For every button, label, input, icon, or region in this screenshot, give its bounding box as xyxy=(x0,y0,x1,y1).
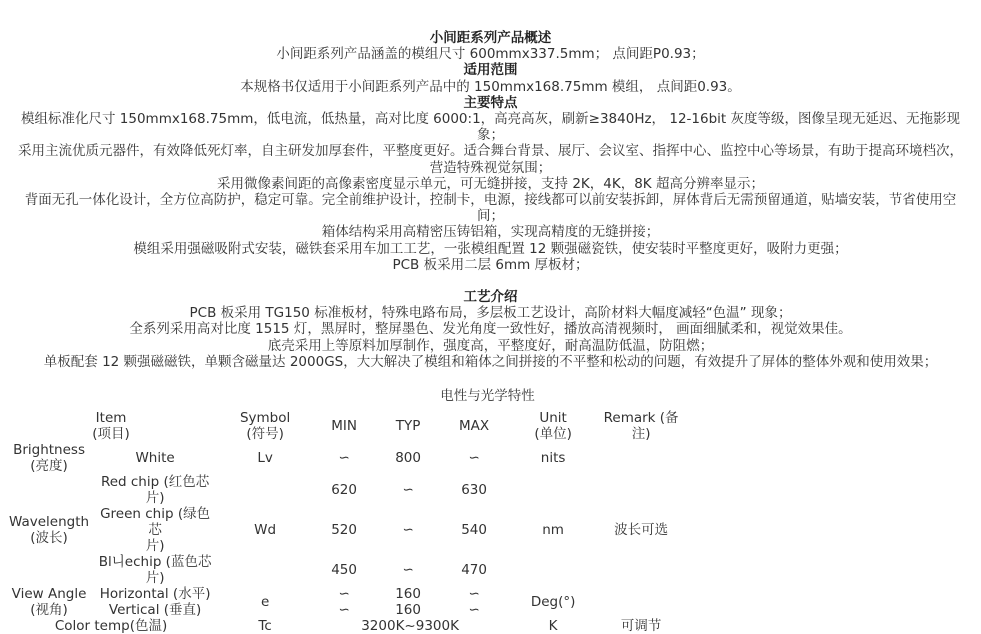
overview-text: 小间距系列产品涵盖的模组尺寸 600mmx337.5mm； 点间距P0.93； xyxy=(276,46,705,63)
feature-item: 背面无孔一体化设计，全方位高防护，稳定可靠。完全前维护设计，控制卡，电源，接线都可以前安装拆卸，屏体背后无需预留通道，贴墙安装，节省使用空间； xyxy=(24,192,957,225)
table-caption: 电性与光学特性 xyxy=(440,388,535,404)
header-remark: Remark (备 注) xyxy=(603,410,679,442)
wavelength-min: 450 xyxy=(331,562,357,578)
wavelength-unit: nm xyxy=(542,522,564,538)
brightness-symbol: Lv xyxy=(257,450,273,466)
brightness-remark xyxy=(599,442,683,474)
wavelength-min: 520 xyxy=(331,522,357,538)
view-angle-remark xyxy=(599,586,683,618)
view-angle-max: ∽ xyxy=(468,602,480,618)
feature-item: 模组标准化尺寸 150mmx168.75mm，低电流，低热量，高对比度 6000:1，高亮高灰，刷新≥3840Hz， 12-16bit 灰度等级，图像呈现无延迟、无拖影现象； xyxy=(20,111,960,144)
wavelength-sub: Bl​니echip (蓝色芯 片) xyxy=(98,554,212,586)
header-typ: TYP xyxy=(395,418,421,434)
scope-text: 本规格书仅适用于小间距系列产品中的 150mmx168.75mm 模组， 点间距0.93。 xyxy=(240,78,741,95)
table-row-brightness xyxy=(5,442,683,474)
spec-table xyxy=(5,410,683,634)
color-temp-range: 3200K~9300K xyxy=(361,618,459,634)
overview-title: 小间距系列产品概述 xyxy=(429,30,552,46)
view-angle-label: View Angle (视角) xyxy=(11,586,87,618)
wavelength-max: 470 xyxy=(461,562,487,578)
process-item: 单板配套 12 颗强磁磁铁，单颗含磁量达 2000GS，大大解决了模组和箱体之间拼接的不平整和松动的问题，有效提升了屏体的整体外观和使用效果； xyxy=(43,353,938,370)
view-angle-sub: Vertical (垂直) xyxy=(108,602,202,618)
header-unit: Unit (单位) xyxy=(534,410,572,442)
wavelength-label: Wavelength (波长) xyxy=(9,514,90,546)
brightness-max: ∽ xyxy=(468,450,480,466)
table-row-red xyxy=(5,474,683,506)
view-angle-min: ∽ xyxy=(338,602,350,618)
color-temp-remark: 可调节 xyxy=(620,618,662,634)
brightness-label: Brightness (亮度) xyxy=(13,442,85,474)
table-header-row xyxy=(5,410,683,442)
wavelength-typ: ∽ xyxy=(402,522,414,538)
wavelength-min: 620 xyxy=(331,482,357,498)
process-item: 底壳采用上等原料加厚制作，强度高，平整度好，耐高温防低温，防阻燃； xyxy=(267,337,714,354)
header-symbol: Symbol (符号) xyxy=(239,410,291,442)
view-angle-unit: Deg(°) xyxy=(530,594,576,610)
feature-item: 模组采用强磁吸附式安装，磁铁套采用车加工工艺，一张模组配置 12 颗强磁瓷铁，使安装时平整度更好，吸附力更强； xyxy=(133,240,848,257)
view-angle-typ: 160 xyxy=(395,602,421,618)
brightness-sub: White xyxy=(135,450,175,466)
wavelength-sub: Red chip (红色芯 片) xyxy=(100,474,210,506)
brightness-min: ∽ xyxy=(338,450,350,466)
feature-item: 采用主流优质元器件，有效降低死灯率，自主研发加厚套件，平整度更好。适合舞台背景、展厅、会议室、指挥中心、监控中心等场景，有助于提高环境档次，营造特殊视觉氛围； xyxy=(18,143,963,176)
wavelength-sub: Green chip (绿色芯 片) xyxy=(100,506,211,554)
color-temp-symbol: Tc xyxy=(258,618,272,634)
wavelength-symbol: Wd xyxy=(254,522,277,538)
wavelength-remark: 波长可选 xyxy=(614,522,669,538)
view-angle-max: ∽ xyxy=(468,586,480,602)
view-angle-sub: Horizontal (水平) xyxy=(99,586,211,602)
color-temp-unit: K xyxy=(548,618,558,634)
color-temp-label: Color temp(色温) xyxy=(54,618,168,634)
wavelength-typ: ∽ xyxy=(402,562,414,578)
wavelength-max: 630 xyxy=(461,482,487,498)
feature-item: PCB 板采用二层 6mm 厚板材； xyxy=(392,256,589,273)
process-title: 工艺介绍 xyxy=(463,289,518,306)
feature-item: 采用微像素间距的高像素密度显示单元，可无缝拼接，支持 2K，4K，8K 超高分辨率显示； xyxy=(217,175,764,192)
header-max: MAX xyxy=(459,418,490,434)
feature-item: 箱体结构采用高精密压铸铝箱，实现高精度的无缝拼接； xyxy=(321,224,660,241)
view-angle-typ: 160 xyxy=(395,586,421,602)
view-angle-symbol: e xyxy=(260,594,270,610)
header-min: MIN xyxy=(331,418,357,434)
process-item: PCB 板采用 TG150 标准板材，特殊电路布局，多层板工艺设计，高阶材料大幅度减轻“色温” 现象； xyxy=(189,305,792,322)
wavelength-max: 540 xyxy=(461,522,487,538)
brightness-unit: nits xyxy=(540,450,566,466)
table-row-view-h xyxy=(5,586,683,602)
process-item: 全系列采用高对比度 1515 灯，黑屏时，整屏墨色、发光角度一致性好，播放高清视频时， 画面细腻柔和，视觉效果佳。 xyxy=(129,321,852,338)
wavelength-typ: ∽ xyxy=(402,482,414,498)
scope-title: 适用范围 xyxy=(463,62,518,79)
view-angle-min: ∽ xyxy=(338,586,350,602)
header-item: Item (项目) xyxy=(92,410,130,442)
table-row-color-temp xyxy=(5,618,683,634)
brightness-typ: 800 xyxy=(395,450,421,466)
spacer xyxy=(0,273,981,289)
features-title: 主要特点 xyxy=(463,94,518,111)
